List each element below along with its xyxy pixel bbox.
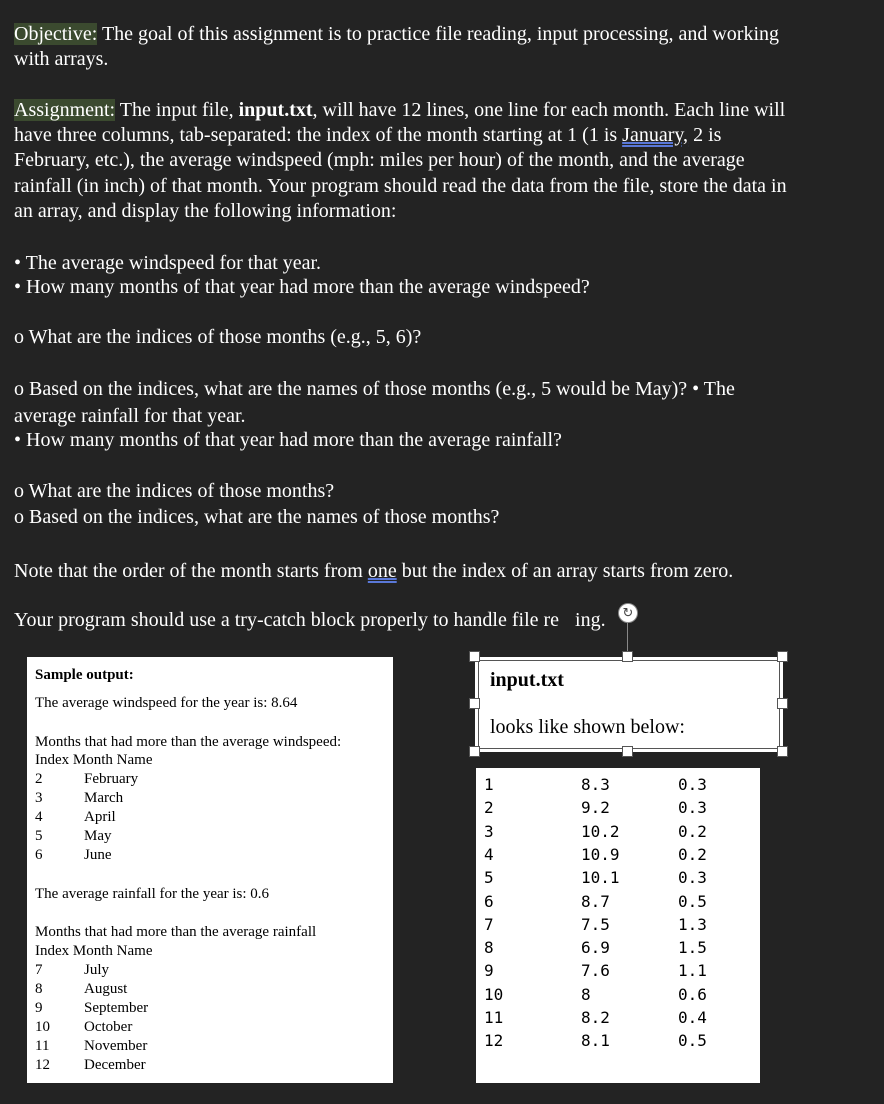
input-data-row: [476, 983, 760, 1006]
resize-handle[interactable]: [469, 746, 480, 757]
input-data-row: [476, 1029, 760, 1052]
input-data-row: [476, 773, 760, 796]
resize-handle[interactable]: [777, 746, 788, 757]
rainfall-value: 0.5: [678, 891, 707, 911]
column-header: Index Month Name: [35, 752, 153, 768]
windspeed-value: 8: [581, 984, 591, 1004]
rotate-handle-icon[interactable]: ↻: [618, 603, 638, 623]
assignment-label: Assignment:: [14, 99, 116, 121]
month-name: February: [84, 771, 139, 787]
month-name: April: [84, 809, 116, 825]
month-number: 2: [484, 798, 494, 818]
month-number: 8: [484, 938, 494, 958]
rainfall-value: 1.1: [678, 961, 707, 981]
input-data-row: [476, 890, 760, 913]
input-file-name: input.txt: [238, 99, 313, 121]
month-number: 10: [484, 984, 504, 1004]
input-data-row: [476, 1006, 760, 1029]
assignment-line-1: Assignment: The input file, input.txt, will have 12 lines, one line for each month. Each line will: [14, 99, 786, 121]
month-number: 11: [484, 1008, 504, 1027]
windspeed-value: 10.1: [581, 868, 620, 888]
try-catch-line: Your program should use a try-catch block properly to handle file re ing.: [14, 609, 606, 631]
wind-header: Months that had more than the average windspeed:: [35, 734, 342, 750]
input-caption-textbox[interactable]: [475, 657, 783, 752]
windspeed-value: 8.2: [581, 1008, 610, 1027]
rainfall-value: 0.6: [678, 984, 707, 1004]
input-data-row: [476, 820, 760, 843]
resize-handle[interactable]: [777, 651, 788, 662]
month-name: March: [84, 790, 124, 806]
month-name: June: [84, 847, 112, 863]
bullet-item: • How many months of that year had more than the average windspeed?: [14, 276, 590, 298]
month-number: 5: [484, 868, 494, 888]
windspeed-value: 9.2: [581, 798, 610, 818]
month-name: July: [84, 962, 110, 978]
month-index: 9: [35, 1000, 43, 1016]
bullet-item: • How many months of that year had more than the average rainfall?: [14, 429, 562, 451]
month-index: 8: [35, 981, 43, 997]
month-name: August: [84, 981, 128, 997]
month-number: 9: [484, 961, 494, 981]
objective-line-1: Objective: The goal of this assignment is to practice file reading, input processing, and working: [14, 23, 780, 45]
sample-title: Sample output:: [35, 667, 134, 683]
windspeed-value: 7.6: [581, 961, 610, 981]
month-index: 11: [35, 1038, 50, 1054]
month-index: 3: [35, 790, 43, 806]
rainfall-value: 0.2: [678, 821, 707, 841]
assignment-line-3: February, etc.), the average windspeed (mph: miles per hour) of the month, and the average: [14, 149, 745, 171]
windspeed-value: 8.7: [581, 891, 610, 911]
month-index: 5: [35, 828, 43, 844]
resize-handle[interactable]: [622, 746, 633, 757]
resize-handle[interactable]: [777, 698, 788, 709]
column-header: Index Month Name: [35, 943, 153, 959]
month-name: May: [84, 828, 112, 844]
month-index: 6: [35, 847, 43, 863]
rain-header: Months that had more than the average rainfall: [35, 924, 317, 940]
windspeed-value: 8.1: [581, 1031, 610, 1051]
assignment-line-2: have three columns, tab-separated: the index of the month starting at 1 (1 is January, 2 is: [14, 124, 722, 146]
resize-handle[interactable]: [469, 698, 480, 709]
month-name: November: [84, 1038, 148, 1054]
rainfall-value: 1.5: [678, 938, 707, 958]
windspeed-value: 6.9: [581, 938, 610, 958]
rainfall-value: 0.3: [678, 798, 707, 818]
note-line: Note that the order of the month starts from one but the index of an array starts from zero.: [14, 560, 734, 582]
month-number: 12: [484, 1031, 504, 1051]
sub-bullet-item: o Based on the indices, what are the names of those months (e.g., 5 would be May)? • The: [14, 378, 735, 400]
input-data-row: [476, 796, 760, 819]
rainfall-value: 0.4: [678, 1008, 707, 1027]
input-data-row: [476, 913, 760, 936]
bullet-item: average rainfall for that year.: [14, 405, 246, 427]
month-number: 4: [484, 844, 494, 864]
month-name: October: [84, 1019, 133, 1035]
month-name: December: [84, 1057, 146, 1073]
sub-bullet-item: o What are the indices of those months (e.g., 5, 6)?: [14, 326, 422, 348]
wind-average-text: The average windspeed for the year is: 8.64: [35, 695, 298, 711]
month-number: 7: [484, 914, 494, 934]
month-number: 6: [484, 891, 494, 911]
input-data-row: [476, 866, 760, 889]
month-index: 4: [35, 809, 43, 825]
input-data-image: [476, 768, 760, 1083]
sub-bullet-item: o Based on the indices, what are the names of those months?: [14, 506, 500, 528]
rainfall-value: 0.5: [678, 1031, 707, 1051]
month-name: September: [84, 1000, 149, 1016]
windspeed-value: 10.9: [581, 844, 620, 864]
resize-handle[interactable]: [469, 651, 480, 662]
january-word: January,: [622, 124, 689, 146]
bullet-item: • The average windspeed for that year.: [14, 252, 322, 274]
input-caption-subtitle: looks like shown below:: [490, 716, 685, 738]
input-data-row: [476, 959, 760, 982]
rain-average-text: The average rainfall for the year is: 0.6: [35, 886, 270, 902]
objective-line-2: with arrays.: [14, 48, 109, 70]
rainfall-value: 0.2: [678, 844, 707, 864]
month-index: 10: [35, 1019, 50, 1035]
month-index: 2: [35, 771, 43, 787]
month-index: 12: [35, 1057, 50, 1073]
input-data-row: [476, 843, 760, 866]
assignment-line-5: an array, and display the following information:: [14, 200, 397, 222]
sub-bullet-item: o What are the indices of those months?: [14, 480, 335, 502]
one-word: one: [367, 560, 397, 582]
windspeed-value: 8.3: [581, 775, 610, 794]
sample-output-image: [27, 657, 393, 1083]
objective-label: Objective:: [14, 23, 98, 45]
resize-handle[interactable]: [622, 651, 633, 662]
month-number: 3: [484, 821, 494, 841]
month-index: 7: [35, 962, 43, 978]
input-data-row: [476, 936, 760, 959]
rainfall-value: 0.3: [678, 775, 707, 794]
rainfall-value: 0.3: [678, 868, 707, 888]
rainfall-value: 1.3: [678, 914, 707, 934]
month-number: 1: [484, 775, 494, 794]
windspeed-value: 10.2: [581, 821, 620, 841]
windspeed-value: 7.5: [581, 914, 610, 934]
input-caption-title: input.txt: [490, 669, 564, 691]
assignment-line-4: rainfall (in inch) of that month. Your program should read the data from the file, store the data in: [14, 175, 787, 197]
